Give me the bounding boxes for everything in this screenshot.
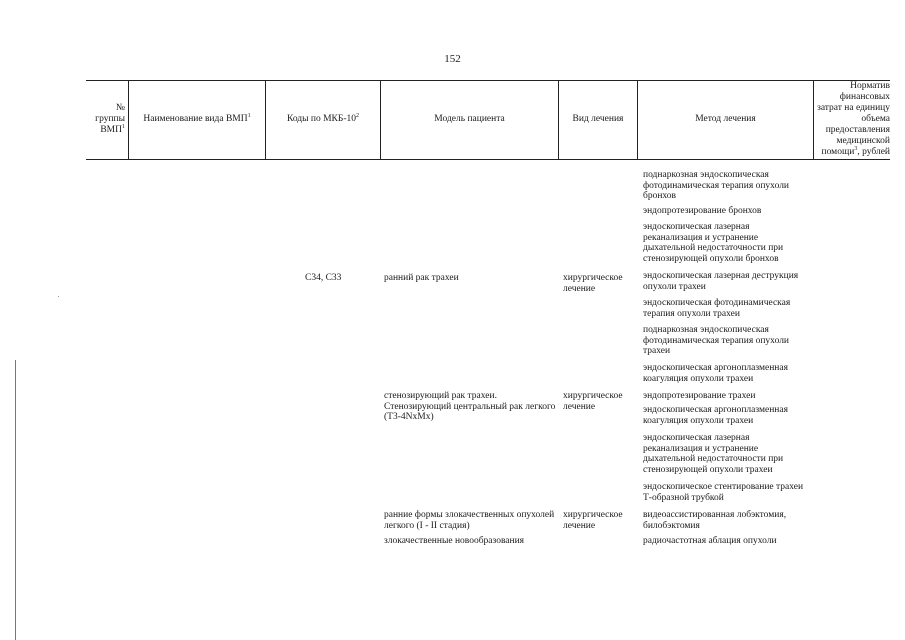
method-text: эндоскопическая лазерная деструкция опухоли трахеи [643,271,799,292]
method-text: поднаркозная эндоскопическая фотодинамическая терапия опухоли трахеи [643,325,790,356]
method-text: эндоскопическая лазерная реканализация и устранение дыхательной недостаточности при стенозирующей опухоли трахеи [643,433,784,475]
header-model: Модель пациента [434,114,505,124]
patient-model: ранний рак трахеи [384,273,459,283]
header-name: Наименование вида ВМП$^1$ [143,112,251,124]
treatment-type: хирургическое лечение [563,273,623,294]
scan-margin-line [15,360,16,640]
method-text: эндоскопическая аргоноплазменная коагуляция опухоли трахеи [643,405,788,426]
method-text: эндопротезирование трахеи [643,391,756,401]
header-method: Метод лечения [695,114,756,124]
method-text: видеоассистированная лобэктомия, билобэктомия [643,510,787,531]
patient-model: стенозирующий рак трахеи. Стенозирующий центральный рак легкого (T3-4NxMx) [384,391,556,422]
method-text: эндоскопическое стентирование трахеи Т-образной трубкой [643,482,804,503]
method-text: эндоскопическая лазерная реканализация и устранение дыхательной недостаточности при стенозирующей опухоли бронхов [643,222,784,264]
method-text: эндоскопическая аргоноплазменная коагуляция опухоли трахеи [643,363,788,384]
page-number: 152 [444,53,461,65]
scan-speck [58,296,59,297]
patient-model: ранние формы злокачественных опухолей легкого (I - II стадия) [384,510,555,531]
treatment-type: хирургическое лечение [563,391,623,412]
method-text: радиочастотная аблация опухоли [643,536,777,546]
method-text: поднаркозная эндоскопическая фотодинамическая терапия опухоли бронхов [643,170,790,201]
header-norm: Норматив финансовых затрат на единицу объема предоставления медицинской помощи$^3$, рублей [817,81,890,157]
method-text: эндоскопическая фотодинамическая терапия опухоли трахеи [643,298,791,319]
header-group: № группы ВМП$^1$ [95,103,125,135]
header-treatment: Вид лечения [572,114,624,124]
treatment-type: хирургическое лечение [563,510,623,531]
method-text: эндопротезирование бронхов [643,206,762,216]
header-codes: Коды по МКБ-$10^2$ [286,112,360,124]
patient-model: злокачественные новообразования [384,536,525,546]
icd-codes: C34, C33 [305,273,342,283]
